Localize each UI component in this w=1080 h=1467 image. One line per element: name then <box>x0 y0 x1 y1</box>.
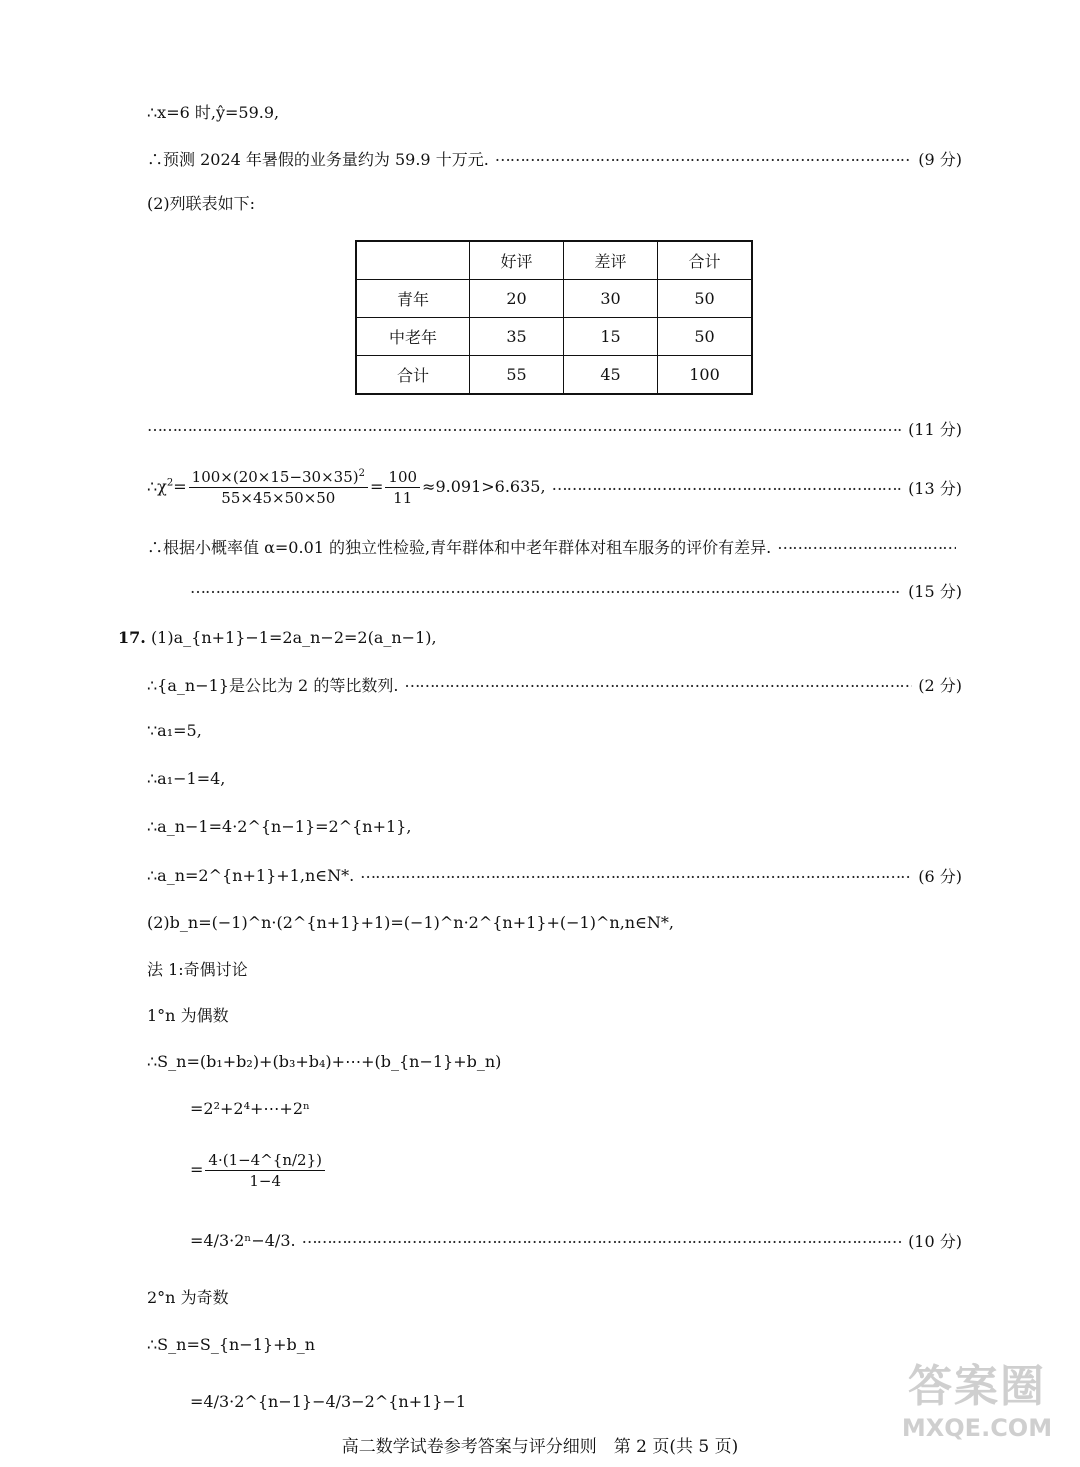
table-cell: 15 <box>564 318 658 356</box>
q17-line-6 <box>147 863 962 887</box>
sum-fraction-numerator: 4·(1−4^{n/2}) <box>205 1150 325 1171</box>
leader-dots <box>552 475 903 499</box>
text-case-2: 2°n 为奇数 <box>147 1288 229 1307</box>
score-6: (6 分) <box>918 866 962 886</box>
method-heading <box>147 958 248 982</box>
table-row <box>356 356 752 395</box>
q17-line-7 <box>147 911 674 935</box>
table-cell: 20 <box>470 280 564 318</box>
table-cell: 100 <box>658 356 753 395</box>
leader-dots <box>777 534 956 558</box>
chi-square-formula: $\therefore\chi^2=$ $\frac{100\times(20\times 15-30\times 35)^2}{55\times 45\times 50\times 50}$ = $\frac{100}{11}$ ≈9.091>6.635, <box>147 467 546 507</box>
watermark-line-2: MXQE.COM <box>901 1414 1053 1442</box>
contingency-table <box>355 240 753 395</box>
text-q17-4: ∴a₁−1=4, <box>147 769 226 788</box>
watermark-logo <box>892 1361 1062 1453</box>
sum-fraction <box>205 1150 325 1191</box>
table-header-row <box>356 241 752 280</box>
leader-dots <box>495 146 912 170</box>
table-cell: 45 <box>564 356 658 395</box>
sum-line-2 <box>190 1097 310 1121</box>
leader-dots <box>360 863 912 887</box>
chi-fraction-2 <box>385 467 420 508</box>
q17-line-3 <box>147 719 202 743</box>
answer-line-conclusion <box>147 534 962 558</box>
table-cell: 好评 <box>470 241 564 280</box>
text-q17-3: ∵a₁=5, <box>147 721 202 740</box>
text-sum-4: =4/3·2ⁿ−4/3. <box>190 1230 296 1250</box>
sum-fraction-denominator: 1−4 <box>249 1172 282 1190</box>
leader-dots <box>302 1228 902 1252</box>
sum-line-4 <box>190 1228 962 1252</box>
score-11: (11 分) <box>908 419 962 439</box>
answer-line-table-score <box>147 416 962 440</box>
sum-line-3: = $\frac{4\cdot(1-4\^{}\{n/2\})}{1-4}$ <box>190 1148 327 1192</box>
text-q17-7: (2)b_n=(−1)^n·(2^{n+1}+1)=(−1)^n·2^{n+1}+(−1)^n,n∈N*, <box>147 913 675 932</box>
case-2-heading <box>147 1286 229 1310</box>
text-x6: ∴x=6 时,ŷ=59.9, <box>147 103 280 122</box>
table-cell: 合计 <box>356 356 470 395</box>
text-conclusion: ∴根据小概率值 α=0.01 的独立性检验,青年群体和中老年群体对租车服务的评价有差异. <box>147 537 772 557</box>
text-method: 法 1:奇偶讨论 <box>147 960 248 979</box>
score-9: (9 分) <box>918 149 962 169</box>
text-q17-2: ∴{a_n−1}是公比为 2 的等比数列. <box>147 675 399 695</box>
chi-fraction: $\frac{100\times(20\times 15-30\times 35)^2}{55\times 45\times 50\times 50}$ <box>189 467 368 508</box>
text-q17-5: ∴a_n−1=4·2^{n−1}=2^{n+1}, <box>147 817 412 836</box>
chi-denominator: 55×45×50×50 <box>221 488 336 507</box>
answer-line-chi-square <box>147 467 962 507</box>
table-cell: 35 <box>470 318 564 356</box>
score-13: (13 分) <box>908 478 962 498</box>
table-cell <box>356 241 470 280</box>
table-row <box>356 318 752 356</box>
leader-dots <box>404 672 912 696</box>
text-q17-6: ∴a_n=2^{n+1}+1,n∈N*. <box>147 865 355 885</box>
chi-symbol: ∴χ <box>147 476 167 496</box>
q17-line-1 <box>118 626 437 650</box>
answer-line-x6 <box>147 101 279 125</box>
table-cell: 差评 <box>564 241 658 280</box>
chi-frac2-denominator: 11 <box>393 488 413 507</box>
answer-line-table-intro <box>147 192 255 216</box>
text-forecast: ∴预测 2024 年暑假的业务量约为 59.9 十万元. <box>147 149 489 169</box>
chi-numerator: 100×(20×15−30×35) <box>191 467 359 486</box>
q17-line-5 <box>147 815 411 839</box>
sum-line-5 <box>147 1333 315 1357</box>
case-1-heading <box>147 1004 229 1028</box>
chi-equals: = <box>370 476 384 496</box>
sum-line-6 <box>190 1390 466 1414</box>
text-sum-6: =4/3·2^{n−1}−4/3−2^{n+1}−1 <box>190 1392 467 1411</box>
leader-dots <box>190 578 902 602</box>
table-row <box>356 280 752 318</box>
q17-line-2 <box>147 672 962 696</box>
table-cell: 合计 <box>658 241 753 280</box>
table-cell: 30 <box>564 280 658 318</box>
answer-line-forecast <box>147 146 962 170</box>
table-cell: 青年 <box>356 280 470 318</box>
watermark-line-1: 答案圈 <box>908 1361 1046 1412</box>
question-number: 17. <box>118 628 146 647</box>
text-sum-1: ∴S_n=(b₁+b₂)+(b₃+b₄)+⋯+(b_{n−1}+b_n) <box>147 1052 502 1071</box>
score-15: (15 分) <box>908 581 962 601</box>
text-sum-5: ∴S_n=S_{n−1}+b_n <box>147 1335 316 1354</box>
page-footer: 高二数学试卷参考答案与评分细则 第 2 页(共 5 页) <box>341 1437 739 1457</box>
leader-dots <box>147 416 902 440</box>
table-cell: 50 <box>658 318 753 356</box>
answer-line-conclusion-score <box>190 578 962 602</box>
table-cell: 中老年 <box>356 318 470 356</box>
score-2: (2 分) <box>918 675 962 695</box>
chi-frac2-numerator: 100 <box>385 467 420 488</box>
q17-line-4 <box>147 767 225 791</box>
text-sum-2: =2²+2⁴+⋯+2ⁿ <box>190 1099 310 1118</box>
sum-line-1 <box>147 1050 501 1074</box>
chi-tail: ≈9.091>6.635, <box>422 476 546 496</box>
table-cell: 50 <box>658 280 753 318</box>
text-case-1: 1°n 为偶数 <box>147 1006 229 1025</box>
table-cell: 55 <box>470 356 564 395</box>
score-10: (10 分) <box>908 1231 962 1251</box>
text-table-intro: (2)列联表如下: <box>147 194 256 213</box>
text-q17-1: (1)a_{n+1}−1=2a_n−2=2(a_n−1), <box>150 628 437 647</box>
